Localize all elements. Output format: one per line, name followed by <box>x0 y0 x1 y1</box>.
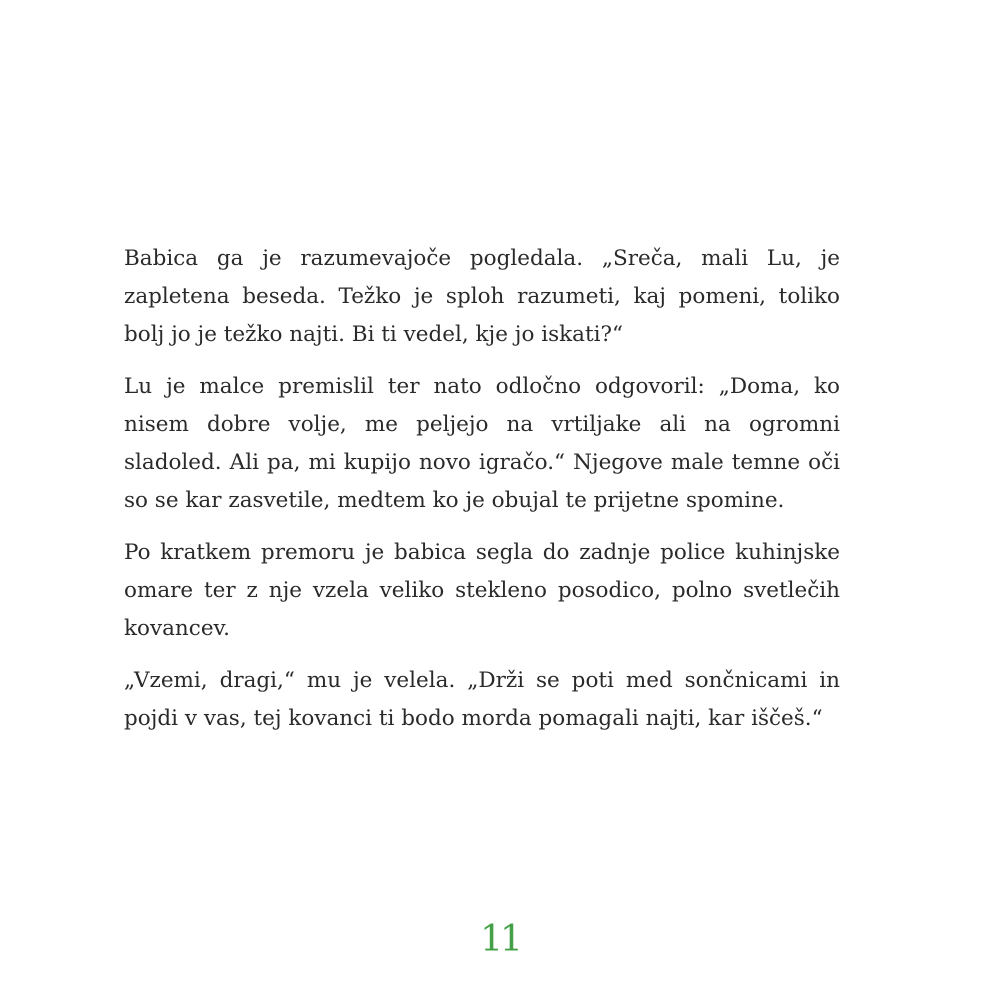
body-text <box>124 240 840 752</box>
paragraph-2: Lu je malce premislil ter nato odločno odgovoril: „Doma, ko nisem dobre volje, me peljejo na vrtiljake ali na ogromni sladoled. Ali pa, mi kupijo novo igračo.“ Njegove male temne oči so se kar zasvetile, medtem ko je obujal te prijetne spomine. <box>124 374 840 513</box>
page-number: 11 <box>480 919 520 960</box>
paragraph-3: Po kratkem premoru je babica segla do zadnje police kuhinjske omare ter z nje vzela veliko stekleno posodico, polno svetlečih kovancev. <box>124 540 840 641</box>
paragraph-1: Babica ga je razumevajoče pogledala. „Sreča, mali Lu, je zapletena beseda. Težko je sploh razumeti, kaj pomeni, toliko bolj jo je težko najti. Bi ti vedel, kje jo iskati?“ <box>124 246 840 347</box>
paragraph-4: „Vzemi, dragi,“ mu je velela. „Drži se poti med sončnicami in pojdi v vas, tej kovanci ti bodo morda pomagali najti, kar iščeš.“ <box>124 668 840 731</box>
